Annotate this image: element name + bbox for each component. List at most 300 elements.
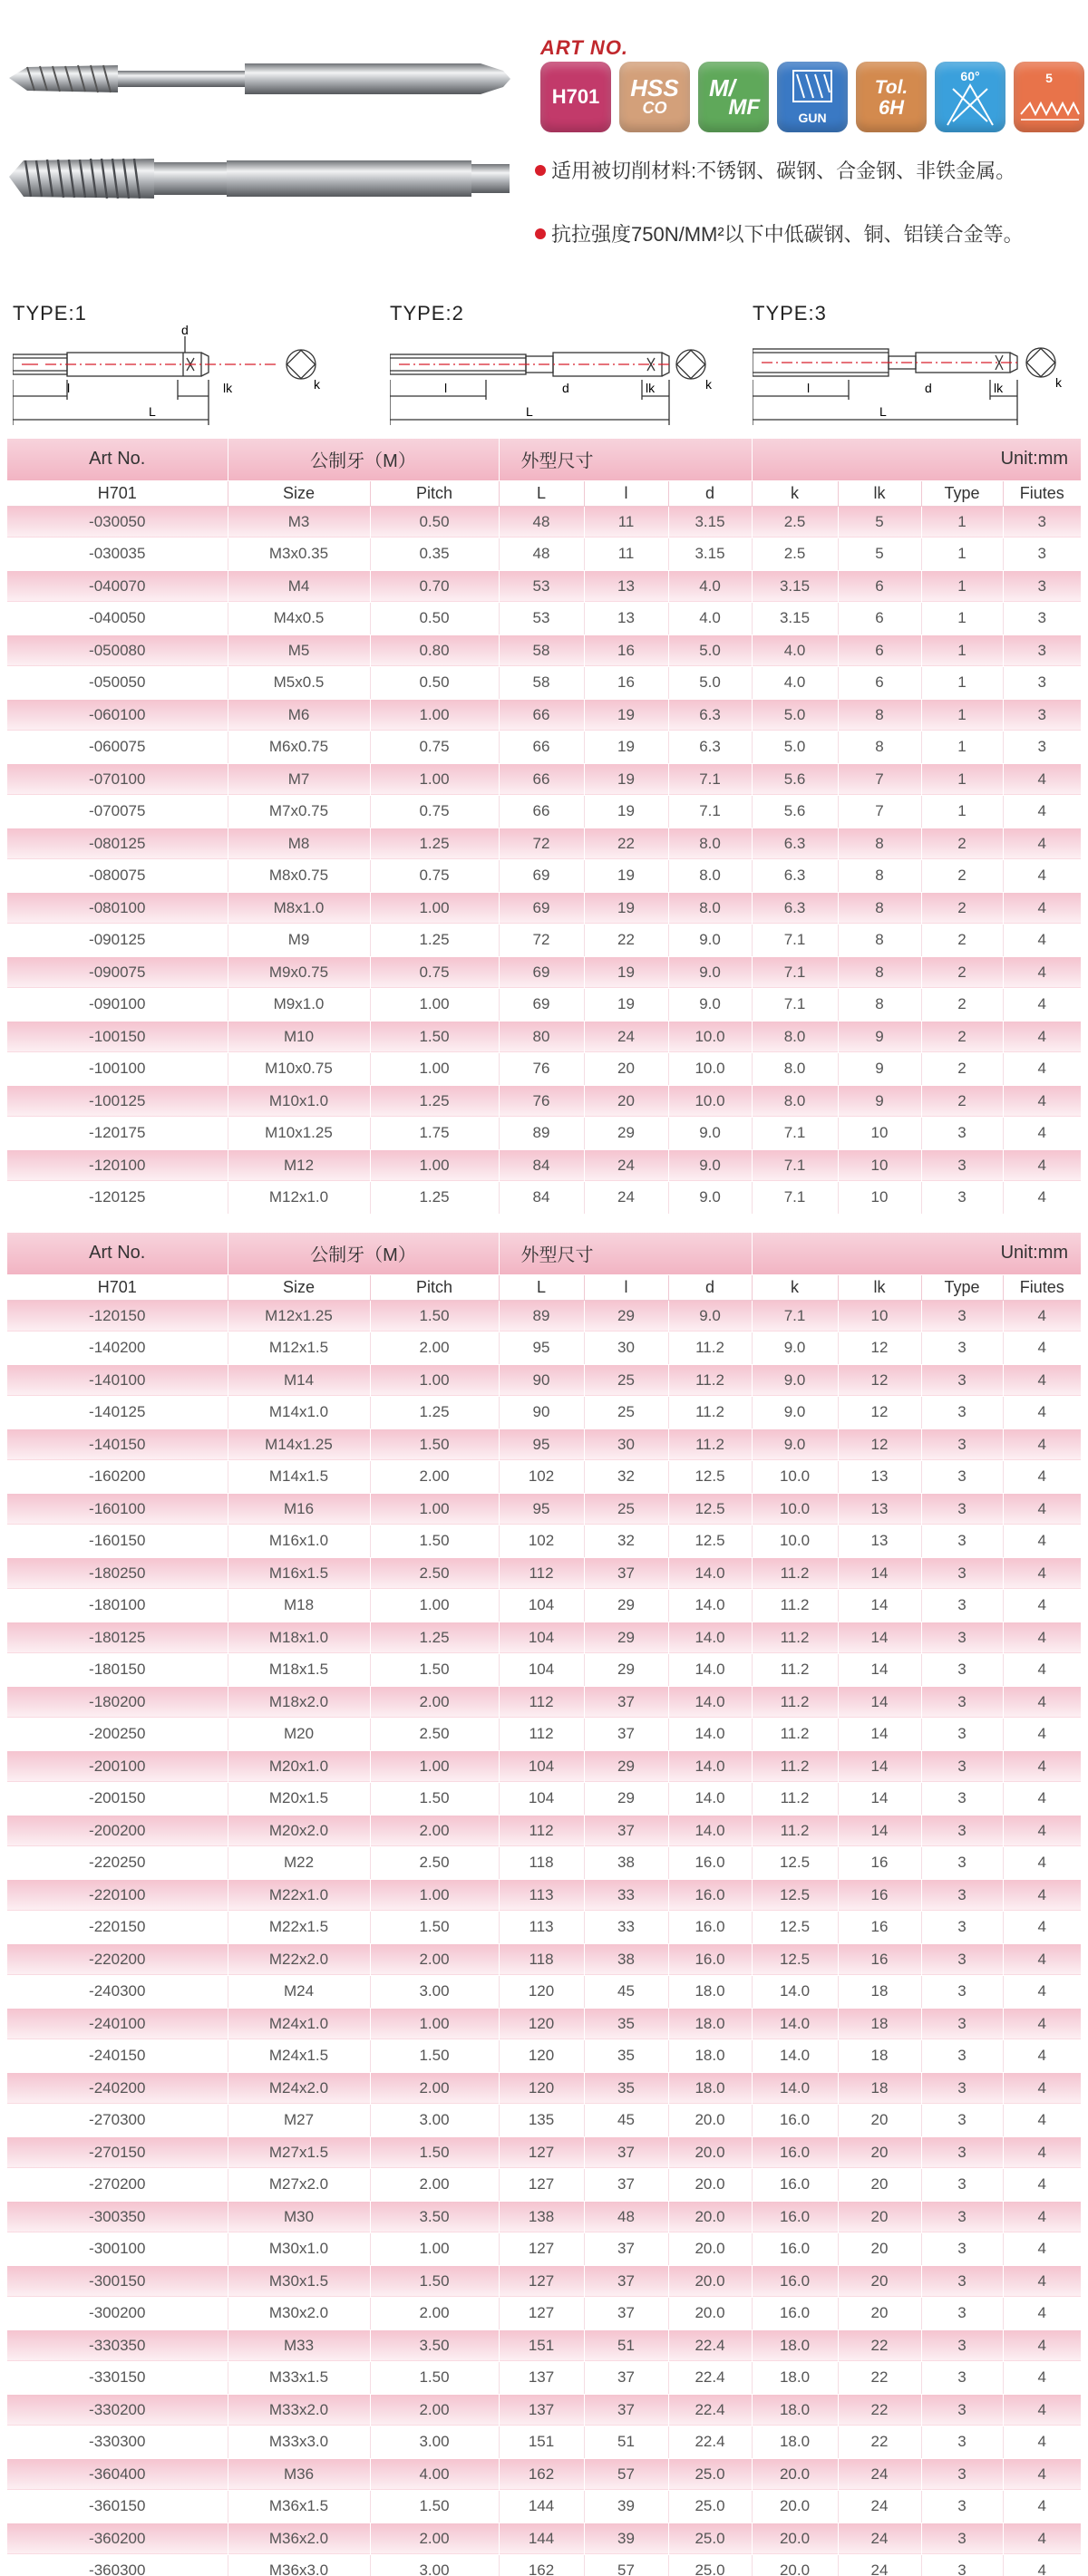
table-cell: 4.0 [752,667,838,700]
table-cell: 8.0 [668,828,752,860]
table-cell: 3 [1003,699,1081,731]
type-3-diagram: TYPE:3 l d lk L k [753,302,1079,439]
table-cell: 29 [584,1590,668,1622]
table-cell: 6 [838,634,921,667]
table-cell: 1 [921,634,1003,667]
table-cell: 4 [1003,2298,1081,2330]
table-cell: 4 [1003,1783,1081,1816]
table-cell: 3 [1003,667,1081,700]
table-cell: 11 [584,538,668,571]
table-cell: 1.50 [370,1783,499,1816]
table-cell: M33x1.5 [228,2362,370,2395]
table-cell: -040070 [7,570,228,603]
dim-L-label: L [879,404,887,419]
table-cell: -220250 [7,1847,228,1880]
table-cell: 3 [921,1428,1003,1461]
table-cell: 22.4 [668,2329,752,2362]
table-cell: 18.0 [752,2362,838,2395]
table-row [7,1783,1081,1816]
table-cell: 6.3 [752,860,838,893]
table-cell: 120 [499,2040,584,2073]
table-cell: 3 [921,2458,1003,2491]
table-cell: 4 [1003,860,1081,893]
table-cell: 3 [921,2394,1003,2426]
table-cell: -040050 [7,603,228,635]
metric-header: 公制牙（M） [228,1233,499,1274]
table-cell: 4 [1003,1943,1081,1976]
table-cell: 4 [1003,989,1081,1022]
table-cell: 5.0 [752,699,838,731]
table-cell: 9.0 [668,1149,752,1182]
table-cell: 11.2 [668,1397,752,1429]
table-cell: 4 [1003,2072,1081,2105]
table-cell: 8 [838,828,921,860]
table-cell: -060100 [7,699,228,731]
table-body-2 [7,1300,1081,2576]
table-cell: 3 [921,1719,1003,1751]
table-cell: 66 [499,796,584,828]
table-cell: 24 [584,1149,668,1182]
table-cell: 9.0 [668,1182,752,1215]
table-cell: M20 [228,1719,370,1751]
table-cell: 104 [499,1654,584,1687]
col-header: k [752,480,838,506]
table-cell: 4 [1003,1149,1081,1182]
table-cell: 144 [499,2523,584,2555]
table-cell: 13 [584,603,668,635]
table-cell: 16.0 [752,2298,838,2330]
table-cell: 14.0 [668,1783,752,1816]
table-cell: -160100 [7,1493,228,1525]
table-cell: 3 [1003,506,1081,538]
table-cell: 162 [499,2458,584,2491]
table-cell: 53 [499,570,584,603]
table-cell: 4 [1003,1397,1081,1429]
table-cell: 1.00 [370,1590,499,1622]
table-row [7,892,1081,925]
table-cell: 10 [838,1149,921,1182]
table-cell: M27x2.0 [228,2169,370,2202]
table-cell: 3 [921,1493,1003,1525]
table-cell: -120150 [7,1300,228,1332]
table-cell: 9.0 [668,1118,752,1150]
table-cell: -240200 [7,2072,228,2105]
table-cell: 3 [921,1461,1003,1494]
table-cell: 30 [584,1332,668,1365]
table-cell: 6.3 [752,892,838,925]
table-cell: 4 [1003,956,1081,989]
table-cell: 24 [838,2555,921,2576]
table-cell: -160200 [7,1461,228,1494]
table-row [7,2329,1081,2362]
table-cell: 1.50 [370,1525,499,1558]
table-row [7,1622,1081,1654]
col-header: lk [838,480,921,506]
table-cell: 12.5 [668,1461,752,1494]
table-cell: 16.0 [668,1912,752,1944]
table-cell: M9x1.0 [228,989,370,1022]
table-row [7,2233,1081,2266]
table-cell: 11.2 [752,1815,838,1847]
table-cell: 18.0 [752,2394,838,2426]
table-cell: -100100 [7,1053,228,1086]
table-cell: 16.0 [668,1879,752,1912]
table-cell: 18 [838,2072,921,2105]
table-cell: 37 [584,2298,668,2330]
table-cell: 3 [921,1182,1003,1215]
table-cell: 58 [499,634,584,667]
table-cell: 3 [921,2426,1003,2459]
col-header: H701 [7,1274,228,1300]
col-header: lk [838,1274,921,1300]
table-cell: 4 [1003,1719,1081,1751]
table-cell: 18 [838,2040,921,2073]
tap-photo-straight [9,150,517,208]
art-no-label: ART NO. [540,36,629,59]
table-cell: 112 [499,1686,584,1719]
table-cell: 1.00 [370,1750,499,1783]
table-cell: 14.0 [668,1654,752,1687]
table-cell: 4 [1003,1654,1081,1687]
table-cell: 7.1 [668,763,752,796]
table-cell: 0.75 [370,956,499,989]
table-cell: 1.00 [370,2008,499,2040]
table-cell: 37 [584,2265,668,2298]
table-cell: 76 [499,1053,584,1086]
table-cell: -080075 [7,860,228,893]
table-cell: M18 [228,1590,370,1622]
table-cell: 112 [499,1719,584,1751]
table-cell: 1 [921,538,1003,571]
table-cell: M5x0.5 [228,667,370,700]
table-cell: M12x1.5 [228,1332,370,1365]
art-no-header: Art No. [7,439,228,480]
table-cell: 11.2 [668,1364,752,1397]
table-cell: 102 [499,1525,584,1558]
table-cell: 151 [499,2329,584,2362]
table-cell: 3 [921,1783,1003,1816]
table-cell: 20 [584,1085,668,1118]
table-cell: 48 [499,506,584,538]
table-cell: 16.0 [668,1943,752,1976]
table-cell: 7.1 [752,989,838,1022]
col-header: l [584,480,668,506]
table-cell: 12.5 [668,1525,752,1558]
table-cell: M14x1.25 [228,1428,370,1461]
table-cell: 7.1 [752,1149,838,1182]
table-cell: 22 [838,2394,921,2426]
table-cell: 5.6 [752,796,838,828]
table-cell: 8.0 [752,1053,838,1086]
table-cell: 1.00 [370,1149,499,1182]
table-cell: 4 [1003,1815,1081,1847]
table-cell: 12.5 [752,1943,838,1976]
table-cell: 69 [499,956,584,989]
table-cell: 4 [1003,763,1081,796]
table-cell: 9 [838,1053,921,1086]
table-cell: 4 [1003,1118,1081,1150]
dim-lk-label: lk [646,381,656,395]
table-cell: 4 [1003,1976,1081,2009]
table-cell: 1.50 [370,2491,499,2523]
table-cell: 1.75 [370,1118,499,1150]
table-cell: 1.50 [370,1654,499,1687]
table-cell: 2.00 [370,1686,499,1719]
table-cell: -300350 [7,2201,228,2233]
chamfer-5-badge: 5 [1014,62,1084,132]
table-cell: M33 [228,2329,370,2362]
table-row [7,925,1081,957]
table-cell: 1.25 [370,925,499,957]
table-row [7,1364,1081,1397]
table-cell: M24 [228,1976,370,2009]
table-row [7,2394,1081,2426]
col-header: Type [921,480,1003,506]
table-cell: -120175 [7,1118,228,1150]
tap-photo-spiral [9,53,517,107]
table-row [7,667,1081,700]
table-cell: -240150 [7,2040,228,2073]
table-cell: 7 [838,796,921,828]
table-cell: 20 [838,2298,921,2330]
table-row [7,860,1081,893]
table-cell: 20.0 [668,2265,752,2298]
table-cell: 1 [921,699,1003,731]
dim-l-label: l [67,381,71,395]
table-cell: 1 [921,603,1003,635]
red-dot-icon [535,165,546,176]
table-cell: 2 [921,989,1003,1022]
table-cell: 11.2 [752,1557,838,1590]
table-cell: 1.00 [370,699,499,731]
table-cell: 137 [499,2362,584,2395]
table-cell: 1.25 [370,1182,499,1215]
table-cell: 9 [838,1021,921,1053]
table-cell: -200200 [7,1815,228,1847]
type-2-drawing [390,325,734,434]
table-cell: 95 [499,1493,584,1525]
table-cell: -060075 [7,731,228,764]
table-cell: 8 [838,956,921,989]
table-cell: 22.4 [668,2426,752,2459]
table-cell: 19 [584,796,668,828]
col-header: Size [228,480,370,506]
table-cell: 2.50 [370,1557,499,1590]
table-cell: 18 [838,1976,921,2009]
table-cell: 25.0 [668,2458,752,2491]
table-cell: 14.0 [668,1590,752,1622]
table-cell: 1.25 [370,1622,499,1654]
table-row [7,1847,1081,1880]
table-cell: 8 [838,925,921,957]
table-cell: 1.00 [370,1053,499,1086]
col-header: Fiutes [1003,480,1081,506]
table-cell: 5.6 [752,763,838,796]
column-header-row [7,480,1081,506]
table-cell: 144 [499,2491,584,2523]
table-cell: 8.0 [752,1085,838,1118]
table-row [7,2169,1081,2202]
table-cell: 102 [499,1461,584,1494]
table-row [7,2426,1081,2459]
table-cell: 104 [499,1783,584,1816]
table-cell: 24 [838,2491,921,2523]
table-cell: 95 [499,1428,584,1461]
table-row [7,2555,1081,2576]
table-row [7,603,1081,635]
table-cell: 11.2 [752,1719,838,1751]
table-cell: 2.00 [370,2072,499,2105]
table-cell: 20.0 [752,2523,838,2555]
feature-badges [540,62,1084,132]
table-cell: M5 [228,634,370,667]
table-cell: -360200 [7,2523,228,2555]
table-cell: M3x0.35 [228,538,370,571]
table-cell: 2 [921,956,1003,989]
table-cell: 2.50 [370,1719,499,1751]
table-cell: 7.1 [752,1118,838,1150]
table-cell: -180125 [7,1622,228,1654]
hss-co-badge: HSS CO [619,62,690,132]
table-cell: 19 [584,699,668,731]
table-row [7,2491,1081,2523]
table-cell: 14 [838,1783,921,1816]
table-cell: 20 [838,2136,921,2169]
table-cell: 127 [499,2298,584,2330]
table-cell: 127 [499,2136,584,2169]
table-cell: 2 [921,1053,1003,1086]
table-cell: 137 [499,2394,584,2426]
table-cell: 6.3 [668,699,752,731]
table-cell: 7.1 [668,796,752,828]
table-cell: -090075 [7,956,228,989]
table-cell: M30 [228,2201,370,2233]
table-cell: 3 [1003,603,1081,635]
table-cell: 9.0 [752,1364,838,1397]
table-cell: 1.50 [370,2040,499,2073]
table-cell: -330350 [7,2329,228,2362]
table-cell: 4 [1003,828,1081,860]
col-header: Size [228,1274,370,1300]
art-no-header: Art No. [7,1233,228,1274]
table-cell: 9.0 [752,1397,838,1429]
table-cell: 20 [838,2105,921,2137]
table-cell: 3 [921,2008,1003,2040]
table-cell: M24x1.0 [228,2008,370,2040]
table-row [7,1493,1081,1525]
table-cell: 4 [1003,1021,1081,1053]
table-cell: -300200 [7,2298,228,2330]
table-cell: -140150 [7,1428,228,1461]
table-cell: 1.00 [370,2233,499,2266]
table-cell: 4 [1003,1686,1081,1719]
table-row [7,699,1081,731]
table-row [7,2265,1081,2298]
table-row [7,731,1081,764]
red-dot-icon [535,228,546,239]
table-row [7,570,1081,603]
table-cell: M6 [228,699,370,731]
table-cell: 37 [584,2136,668,2169]
table-cell: 19 [584,860,668,893]
table-cell: 80 [499,1021,584,1053]
table-cell: 16.0 [752,2105,838,2137]
table-cell: 11.2 [752,1590,838,1622]
table-cell: 18.0 [668,2072,752,2105]
table-cell: 7.1 [752,956,838,989]
table-cell: 4 [1003,2201,1081,2233]
table-cell: 113 [499,1912,584,1944]
table-cell: 0.80 [370,634,499,667]
table-cell: 1.00 [370,1364,499,1397]
m-mf-badge: M/ MF [698,62,769,132]
table-cell: -050080 [7,634,228,667]
table-cell: 14 [838,1590,921,1622]
table-row [7,1085,1081,1118]
table-cell: 0.70 [370,570,499,603]
table-cell: -360300 [7,2555,228,2576]
dim-d-label: d [562,381,569,395]
table-cell: 4.0 [668,570,752,603]
table-cell: 16 [838,1943,921,1976]
table-cell: 20.0 [752,2491,838,2523]
table-cell: 3 [921,2233,1003,2266]
table-cell: 8 [838,699,921,731]
table-cell: 66 [499,731,584,764]
table-cell: 5.0 [668,667,752,700]
table-cell: 8 [838,731,921,764]
table-row [7,2362,1081,2395]
table-cell: 104 [499,1622,584,1654]
table-row [7,763,1081,796]
table-cell: -240100 [7,2008,228,2040]
table-cell: 4 [1003,1493,1081,1525]
table-row [7,1686,1081,1719]
table-cell: 3 [921,2491,1003,2523]
type-1-diagram: TYPE:1 d l L lk k [13,302,357,439]
table-cell: 25 [584,1493,668,1525]
table-cell: 4 [1003,2458,1081,2491]
table-cell: 90 [499,1364,584,1397]
table-cell: 0.50 [370,667,499,700]
table-cell: 69 [499,892,584,925]
table-cell: 18.0 [668,2008,752,2040]
table-cell: 0.50 [370,603,499,635]
table-cell: 1 [921,796,1003,828]
table-cell: 3 [921,1750,1003,1783]
table-cell: 69 [499,989,584,1022]
material-bullet: 适用被切削材料:不锈钢、碳钢、合金钢、非铁金属。 [535,156,1015,184]
table-cell: -360150 [7,2491,228,2523]
table-cell: M22x1.0 [228,1879,370,1912]
table-cell: -140125 [7,1397,228,1429]
table-cell: 20 [838,2201,921,2233]
table-row [7,2105,1081,2137]
table-cell: 19 [584,989,668,1022]
table-cell: 18.0 [668,2040,752,2073]
table-cell: 3 [921,1118,1003,1150]
table-cell: 18.0 [752,2329,838,2362]
table-cell: M36x1.5 [228,2491,370,2523]
table-cell: M20x1.0 [228,1750,370,1783]
table-cell: 9.0 [668,925,752,957]
table-cell: 2.5 [752,506,838,538]
table-cell: -070075 [7,796,228,828]
table-row [7,1815,1081,1847]
table-cell: 4 [1003,892,1081,925]
table-cell: 4 [1003,2008,1081,2040]
table-cell: 1 [921,570,1003,603]
